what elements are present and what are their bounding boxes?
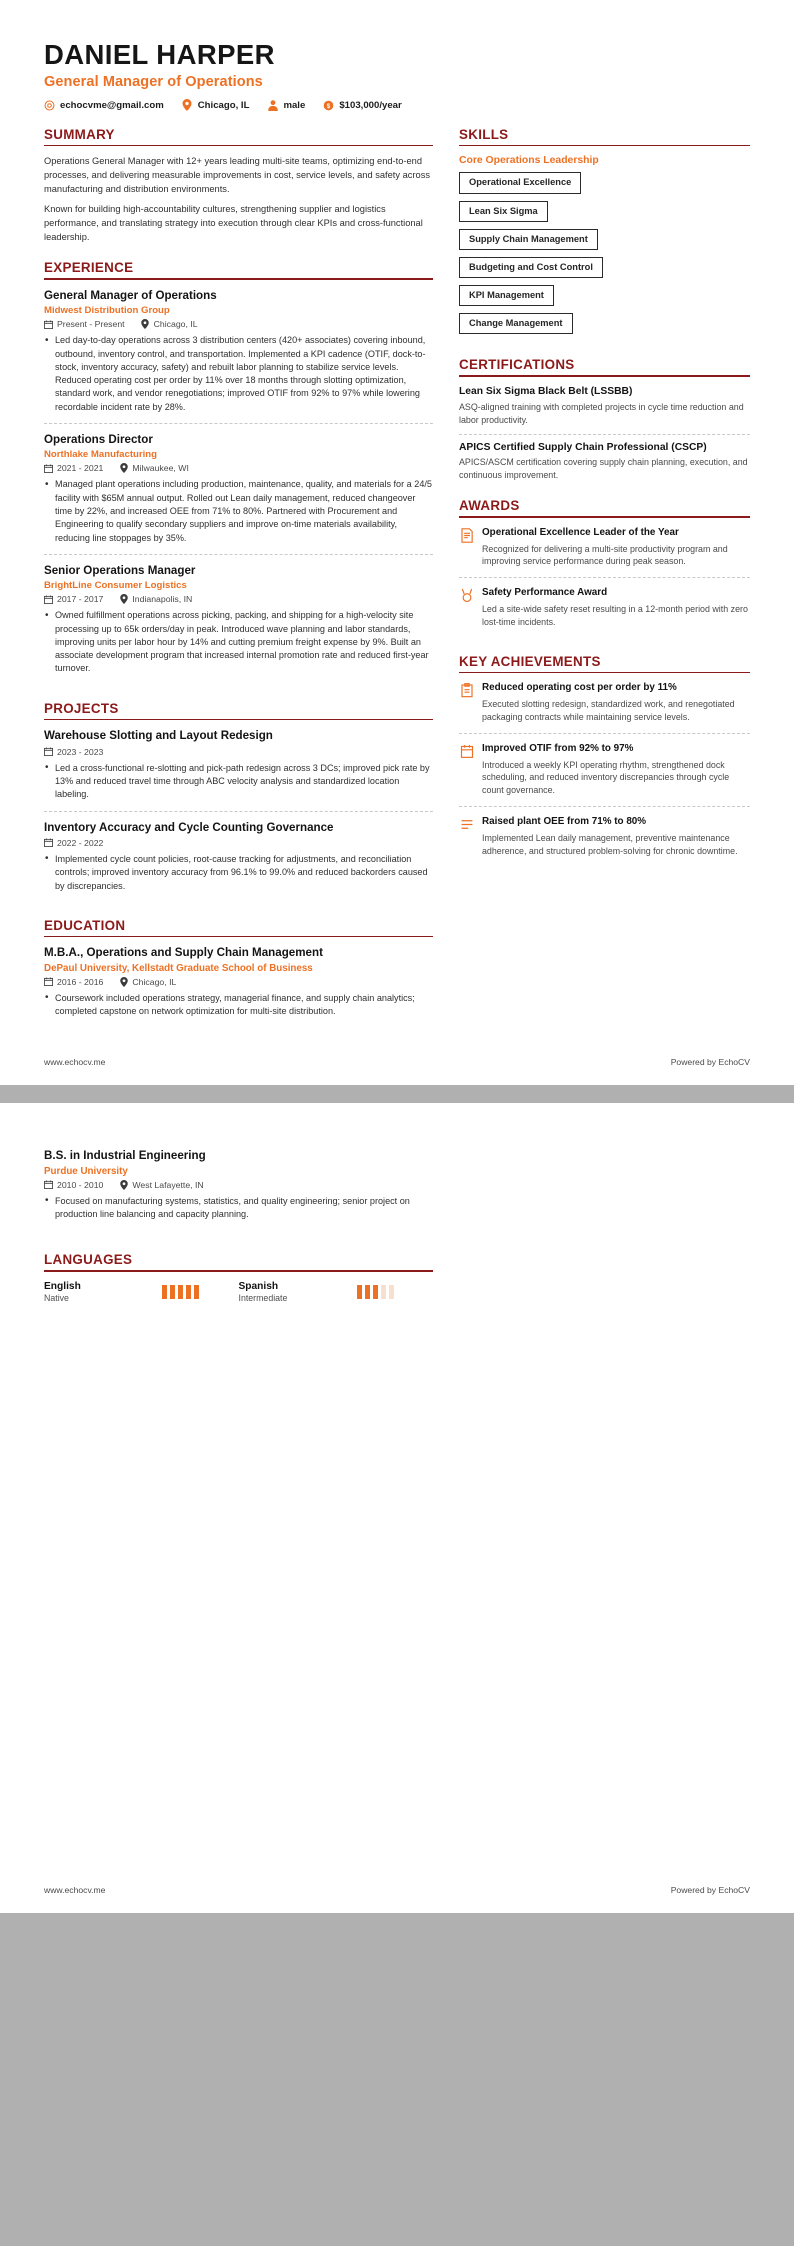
page-2-footer [0,1871,794,1913]
calendar-icon [44,595,53,604]
skill-tag[interactable]: Supply Chain Management [459,229,598,250]
projects-heading: PROJECTS [44,700,119,716]
section-languages [44,1252,433,1303]
section-experience [44,260,433,684]
language-name: Spanish [238,1281,279,1292]
lines-icon [459,817,474,832]
section-summary [44,127,433,245]
skills-group-title: Core Operations Leadership [459,155,599,167]
resume-columns [44,127,750,1044]
award-description: Recognized for delivering a multi-site productivity program and improving service performance during peak season. [482,543,728,567]
experience-item [44,289,433,424]
project-bullet: • Led a cross-functional re-slotting and pick-path redesign across 3 DCs; improved pick rate by 13% and reduced travel time through ABC velocity analysis and standardized location labeling. [44,762,433,802]
experience-title: General Manager of Operations [44,288,217,302]
project-dates [44,747,103,757]
language-item [239,1281,434,1303]
footer-brand: Powered by EchoCV [670,1057,750,1068]
left-column-page-2 [44,1149,459,1319]
footer-brand: Powered by EchoCV [670,1885,750,1896]
achievement-title: Reduced operating cost per order by 11% [482,682,677,694]
proficiency-bar [365,1285,370,1299]
calendar-icon [44,464,53,473]
awards-rule [459,516,750,518]
experience-bullets [44,478,433,544]
language-item [44,1281,239,1303]
project-bullet: • Implemented cycle count policies, root-cause tracking for adjustments, and reconciliation controls; improved inventory accuracy from 96.1% to 99.0% and reduced backorders caused by discrepancies. [44,853,433,893]
experience-company: Northlake Manufacturing [44,449,158,461]
contact-salary-text: $103,000/year [339,99,402,111]
education-bullets [44,992,433,1019]
education-institution: Purdue University [44,1165,128,1177]
award-item [459,587,750,637]
education-bullet: • Focused on manufacturing systems, statistics, and quality engineering; senior project on production line balancing and capacity planning. [44,1195,433,1222]
clipboard-icon [459,683,474,698]
experience-location [119,594,192,604]
calendar-icon [44,977,53,986]
education-item [44,946,433,1027]
experience-bullet: • Managed plant operations including production, maintenance, quality, and materials for a 24/5 facility with $65M annual output. Rolled out Lean daily management, reduced changeover time by 22%, and increased OEE from 71% to 80%. Partnered with Procurement and Engineering to qualify secondary suppliers and improve on-time materials availability, reducing line stoppages by 35%. [44,478,433,544]
project-dates-text: 2023 - 2023 [57,746,104,757]
experience-bullet: • Led day-to-day operations across 3 distribution centers (420+ associates) covering inbound, outbound, inventory control, and transportation. Implemented a KPI cadence (OTIF, dock-to-stock, inventory accuracy, safety) and rebuilt labor planning to stabilize service levels. Reduced operating cost per order by 11% over 18 months through slotting optimization, standard work, and vendor renegotiations; improved OTIF from 92% to 97% while lowering recordable incident rate by 28%. [44,334,433,414]
language-level: Intermediate [238,1293,288,1303]
education-institution: DePaul University, Kellstadt Graduate School of Business [44,962,313,974]
page-separator [0,1085,794,1103]
skills-rule [459,145,750,147]
svg-text:$: $ [327,102,331,110]
achievement-description: Introduced a weekly KPI operating rhythm, strengthened dock scheduling, and reduced inventory discrepancies through cycle count governance. [482,759,730,796]
certification-description: APICS/ASCM certification covering supply chain planning, execution, and continuous improvement. [459,457,748,481]
calendar-icon [44,838,53,847]
education-dates [44,977,103,987]
achievements-rule [459,672,750,674]
skill-tag[interactable]: Operational Excellence [459,172,581,193]
experience-dates-text: 2021 - 2021 [57,463,104,474]
experience-title: Operations Director [44,433,153,446]
certificate-icon [459,528,474,543]
experience-bullet: • Owned fulfillment operations across picking, packing, and shipping for a high-velocity site processing up to 65k orders/day in peak. Introduced wave planning and labor standards, improving units per labor hour by 14% and cutting premium freight expense by 9%. Built an associate development program that increased internal promotion rate and reduced first-year turnover. [44,609,433,675]
education-bullet: • Coursework included operations strategy, managerial finance, and supply chain analytics; completed capstone on network optimization for multi-site distribution. [44,992,433,1019]
project-meta [44,838,433,848]
achievement-title: Improved OTIF from 92% to 97% [482,742,634,754]
education-location-text: West Lafayette, IN [132,1179,204,1190]
experience-location [119,463,188,473]
experience-location-text: Chicago, IL [153,319,198,330]
proficiency-bar [162,1285,167,1299]
location-pin-icon [119,464,128,473]
contact-bar [44,100,750,111]
education-heading: EDUCATION [44,917,126,933]
section-key-achievements [459,654,750,867]
contact-email[interactable] [44,100,164,111]
contact-gender-text: male [283,99,306,111]
skill-tag[interactable]: Change Management [459,313,573,334]
project-dates [44,838,103,848]
skills-heading: SKILLS [459,126,509,142]
project-dates-text: 2022 - 2022 [57,837,104,848]
achievement-item [459,816,750,866]
footer-website[interactable]: www.echocv.me [44,1885,106,1896]
proficiency-bar [178,1285,183,1299]
achievements-heading: KEY ACHIEVEMENTS [459,653,601,669]
email-icon [44,100,55,111]
education-dates-text: 2010 - 2010 [57,1179,104,1190]
proficiency-bar [373,1285,378,1299]
experience-heading: EXPERIENCE [44,260,134,276]
location-pin-icon [119,977,128,986]
resume-page-2 [0,1103,794,1913]
achievement-title: Raised plant OEE from 71% to 80% [482,816,647,828]
education-degree: B.S. in Industrial Engineering [44,1149,206,1163]
contact-email-text: echocvme@gmail.com [60,99,164,111]
location-pin-icon [119,1180,128,1189]
education-bullets [44,1195,433,1222]
contact-gender [267,100,305,111]
proficiency-bar [381,1285,386,1299]
education-dates-text: 2016 - 2016 [57,976,104,987]
section-education-continued [44,1149,433,1230]
candidate-name: DANIEL HARPER [44,39,275,70]
experience-title: Senior Operations Manager [44,563,196,577]
project-item [44,821,433,902]
person-icon [267,100,278,111]
calendar-icon [44,1180,53,1189]
skill-tag[interactable]: Lean Six Sigma [459,201,548,222]
language-name: English [44,1281,81,1292]
certification-name: APICS Certified Supply Chain Professional (CSCP) [459,441,707,453]
languages-rule [44,1270,433,1272]
calendar-icon [44,747,53,756]
salary-coin-icon [323,100,334,111]
experience-location [141,319,198,329]
contact-location-text: Chicago, IL [197,99,250,111]
experience-item [44,433,433,555]
experience-item [44,564,433,685]
skill-tag[interactable]: KPI Management [459,285,554,306]
project-meta [44,747,433,757]
experience-location-text: Milwaukee, WI [132,463,189,474]
location-pin-icon [119,595,128,604]
calendar-check-icon [459,744,474,759]
page-1-footer [0,1043,794,1085]
resume-page-1 [0,0,794,1085]
education-meta [44,1180,433,1190]
right-column [459,127,750,883]
experience-bullets [44,334,433,414]
experience-dates [44,463,103,473]
project-title: Inventory Accuracy and Cycle Counting Governance [44,820,334,834]
award-item [459,527,750,578]
summary-heading: SUMMARY [44,126,115,142]
left-column [44,127,459,1044]
candidate-headline: General Manager of Operations [44,73,263,90]
achievement-description: Executed slotting redesign, standardized work, and renegotiated packaging contracts while maintaining service levels. [482,699,735,722]
proficiency-bar [170,1285,175,1299]
section-skills [459,127,750,342]
certification-name: Lean Six Sigma Black Belt (LSSBB) [459,385,633,397]
experience-dates-text: Present - Present [57,319,125,330]
summary-paragraph-1: Operations General Manager with 12+ years leading multi-site teams, optimizing end-to-end processes, and delivering measurable improvements in cost, service levels, and safety across manufacturing and distribution environments. [44,156,430,194]
experience-location-text: Indianapolis, IN [132,594,193,605]
language-proficiency-bars [357,1285,394,1299]
education-location [119,1180,203,1190]
experience-dates-text: 2017 - 2017 [57,594,104,605]
skill-tag-list [459,172,750,341]
achievement-description: Implemented Lean daily management, preventive maintenance adherence, and structured problem-solving for chronic downtime. [482,832,738,856]
experience-dates [44,594,103,604]
education-location [119,977,176,987]
contact-salary [323,100,401,111]
proficiency-bar [389,1285,394,1299]
projects-rule [44,719,433,721]
medal-icon [459,588,474,603]
project-item [44,729,433,811]
award-title: Safety Performance Award [482,587,608,599]
experience-company: Midwest Distribution Group [44,305,170,317]
project-title: Warehouse Slotting and Layout Redesign [44,729,273,743]
language-proficiency-bars [162,1285,199,1299]
calendar-icon [44,320,53,329]
award-title: Operational Excellence Leader of the Year [482,526,679,538]
resume-header [44,40,750,111]
achievement-item [459,743,750,807]
proficiency-bar [357,1285,362,1299]
languages-heading: LANGUAGES [44,1252,133,1268]
section-projects [44,701,433,902]
proficiency-bar [186,1285,191,1299]
experience-bullets [44,609,433,675]
summary-paragraph-2: Known for building high-accountability cultures, strengthening supplier and logistics performance, and translating strategy into execution through clear KPIs and cross-functional leadership. [44,204,423,242]
education-dates [44,1180,103,1190]
education-rule [44,936,433,938]
certification-item [459,386,750,435]
languages-list [44,1281,433,1303]
certifications-rule [459,375,750,377]
certification-description: ASQ-aligned training with completed projects in cycle time reduction and labor productivity. [459,401,744,425]
proficiency-bar [194,1285,199,1299]
project-bullets [44,762,433,802]
skill-tag[interactable]: Budgeting and Cost Control [459,257,603,278]
award-description: Led a site-wide safety reset resulting in a 12-month period with zero lost-time incidents. [482,604,748,627]
experience-rule [44,278,433,280]
section-awards [459,498,750,638]
education-degree: M.B.A., Operations and Supply Chain Management [44,946,323,960]
education-meta [44,977,433,987]
section-education [44,918,433,1028]
awards-heading: AWARDS [459,498,520,514]
summary-rule [44,145,433,147]
experience-meta [44,463,433,473]
contact-location [182,100,250,111]
achievement-item [459,682,750,733]
education-location-text: Chicago, IL [132,976,177,987]
certification-item [459,442,750,483]
education-item [44,1149,433,1230]
experience-dates [44,319,125,329]
project-bullets [44,853,433,893]
section-certifications [459,357,750,482]
language-level: Native [44,1293,69,1303]
footer-website[interactable]: www.echocv.me [44,1057,106,1068]
experience-meta [44,319,433,329]
experience-company: BrightLine Consumer Logistics [44,580,187,592]
certifications-heading: CERTIFICATIONS [459,357,575,373]
location-pin-icon [141,320,150,329]
experience-meta [44,594,433,604]
location-pin-icon [182,100,193,111]
